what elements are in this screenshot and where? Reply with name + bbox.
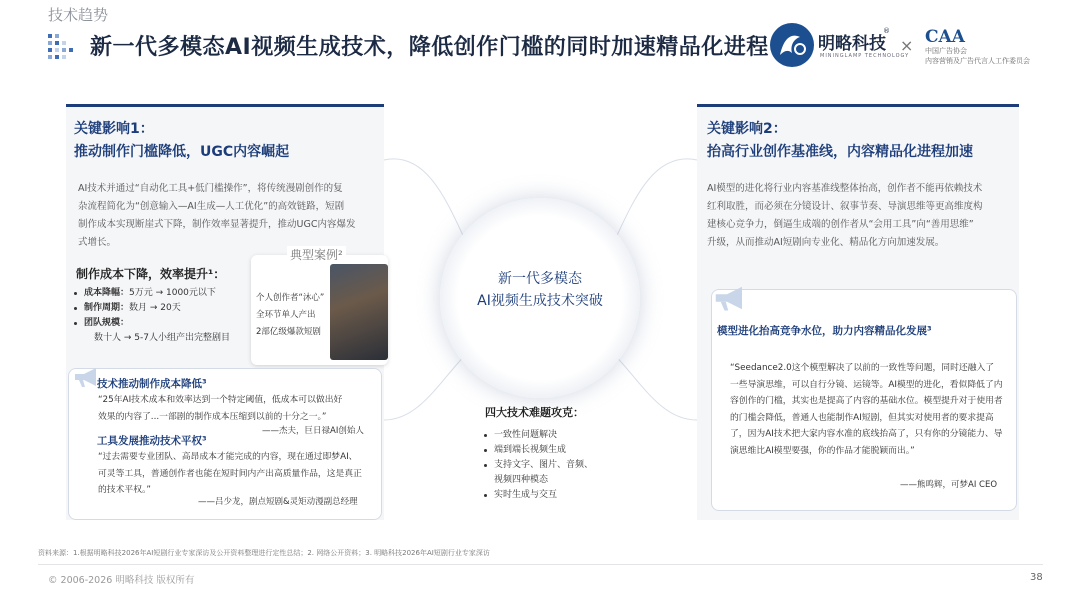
list-item: 数十人 → 5-7人小组产出完整剧目 [94, 333, 230, 343]
quote-line: 的技术平权。” [98, 485, 151, 495]
quote-2-text [98, 449, 380, 499]
impact-1-label: 关键影响1： [74, 121, 154, 137]
cost-list [72, 286, 230, 346]
quote-1-source: ——杰夫，巨日禄AI创始人 [262, 426, 364, 436]
mininglamp-logo-mark-icon [770, 23, 814, 67]
para-line: 升级，从而推动AI短剧向专业化、精品化方向加速发展。 [707, 237, 945, 248]
quote-line: “过去需要专业团队、高昂成本才能完成的内容，现在通过即梦AI、 [98, 452, 358, 462]
copyright: © 2006-2026 明略科技 版权所有 [48, 575, 195, 586]
list-item: 支持文字、图片、音频、 [482, 458, 593, 473]
para-line: 式增长。 [78, 237, 117, 248]
mininglamp-logo-name: 明略科技 [818, 34, 886, 54]
bullet-label: 团队规模： [84, 318, 130, 328]
list-item [72, 286, 230, 301]
list-item: 端到端长视频生成 [482, 443, 593, 458]
bullet-value: 5万元 → 1000元以下 [129, 288, 216, 298]
registered-mark: ® [883, 27, 890, 35]
quote-1-title: 技术推动制作成本降低³ [97, 378, 207, 390]
quote-2-source: ——吕少龙，剧点短剧&灵矩动漫副总经理 [198, 497, 358, 507]
para-line: AI模型的进化将行业内容基准线整体抬高，创作者不能再依赖技术 [707, 183, 983, 194]
para-line: AI技术并通过“自动化工具+低门槛操作”，将传统漫剧创作的复 [78, 183, 343, 194]
quote-1-text [98, 392, 380, 425]
caa-logo-line2: 内容营销及广告代言人工作委员会 [925, 57, 1030, 65]
quote-line: 容创作的门槛，其实也是提高了内容的基础水位。模型提升对于使用者 [730, 396, 1003, 406]
quote-line: 效果的内容了...一部剧的制作成本压缩到以前的十分之一。” [98, 411, 327, 422]
cost-subheading: 制作成本下降，效率提升¹： [76, 267, 226, 281]
center-heading [450, 268, 630, 312]
section-tag: 技术趋势 [48, 6, 109, 24]
impact-2-heading: 抬高行业创作基准线，内容精品化进程加速 [707, 144, 973, 160]
para-line: 红利取胜，而必须在分镜设计、叙事节奏、导演思维等更高维度构 [707, 201, 983, 212]
impact-2-paragraph [707, 180, 1012, 252]
four-challenges-title: 四大技术难题攻克： [485, 406, 584, 419]
impact-2-label: 关键影响2： [707, 121, 787, 137]
quote-line: 可灵等工具，普通创作者也能在短时间内产出高质量作品，这是真正 [98, 468, 362, 479]
quote-line: 的门槛会降低，普通人也能制作AI短剧，但其实对使用者的要求提高 [730, 412, 994, 423]
page-number: 38 [1030, 572, 1043, 583]
quote-line: 演思维比AI模型要强，你的作品才能脱颖而出。” [730, 445, 915, 456]
caa-logo-line1: 中国广告协会 [925, 47, 967, 55]
para-line: 制作成本实现断崖式下降，制作效率显著提升，推动UGC内容爆发 [78, 219, 356, 230]
mininglamp-logo [770, 23, 910, 68]
list-item: 视频四种模态 [494, 475, 549, 485]
caa-logo [925, 28, 1055, 68]
quote-line: “25年AI技术成本和效率达到一个特定阈值，低成本可以做出好 [98, 395, 343, 405]
case-label: 典型案例² [287, 246, 346, 263]
four-challenges-list [482, 428, 593, 503]
case-line: 全环节单人产出 [256, 310, 316, 320]
list-item [72, 316, 230, 331]
center-line2: AI视频生成技术突破 [477, 293, 603, 309]
times-sign: × [900, 36, 914, 55]
quote-line: “Seedance2.0这个模型解决了以前的一致性等问题，同时还融入了 [730, 363, 995, 373]
quote-3-text [730, 360, 1014, 459]
para-line: 杂流程简化为“创意输入—AI生成—人工优化”的高效链路，短剧 [78, 201, 345, 212]
quote-line: 了，因为AI技术把大家内容水准的底线抬高了，只有你的分镜能力、导 [730, 429, 1003, 439]
case-line: 个人创作者“沐心” [256, 293, 325, 303]
quote-line: 一些导演思维，可以自行分镜、运镜等。AI模型的进化，看似降低了内 [730, 379, 1003, 390]
megaphone-icon [712, 284, 752, 312]
footer-divider [38, 564, 1043, 565]
impact-1-paragraph [78, 180, 382, 252]
para-line: 建核心竞争力，倒逼生成端的创作者从“会用工具”向“善用思维” [707, 219, 974, 230]
list-item [72, 301, 230, 316]
list-item: 一致性问题解决 [482, 428, 593, 443]
caa-logo-mark: CAA [925, 27, 965, 47]
bullet-value: 数月 → 20天 [129, 303, 181, 313]
dots-decoration-icon [46, 32, 78, 64]
case-text [256, 290, 324, 341]
bullet-label: 成本降幅： [84, 288, 130, 298]
case-line: 2部亿级爆款短剧 [256, 327, 321, 337]
center-line1: 新一代多模态 [498, 271, 582, 287]
quote-3-title: 模型进化抬高竞争水位，助力内容精品化发展³ [717, 325, 932, 337]
mininglamp-logo-sub: MININGLAMP TECHNOLOGY [820, 53, 910, 59]
list-item: 实时生成与交互 [482, 488, 593, 503]
impact-1-heading: 推动制作门槛降低，UGC内容崛起 [74, 144, 290, 160]
quote-2-title: 工具发展推动技术平权³ [97, 435, 207, 447]
quote-3-source: ——熊鸣辉，可梦AI CEO [900, 480, 998, 490]
page-title: 新一代多模态AI视频生成技术，降低创作门槛的同时加速精品化进程 [90, 35, 769, 60]
case-photo [330, 264, 388, 360]
bullet-label: 制作周期： [84, 303, 130, 313]
source-footnote: 资料来源：1.根据明略科技2026年AI短剧行业专家深访及公开资料整理进行定性总结；2. 网络公开资料；3. 明略科技2026年AI短剧行业专家深访 [38, 549, 490, 557]
